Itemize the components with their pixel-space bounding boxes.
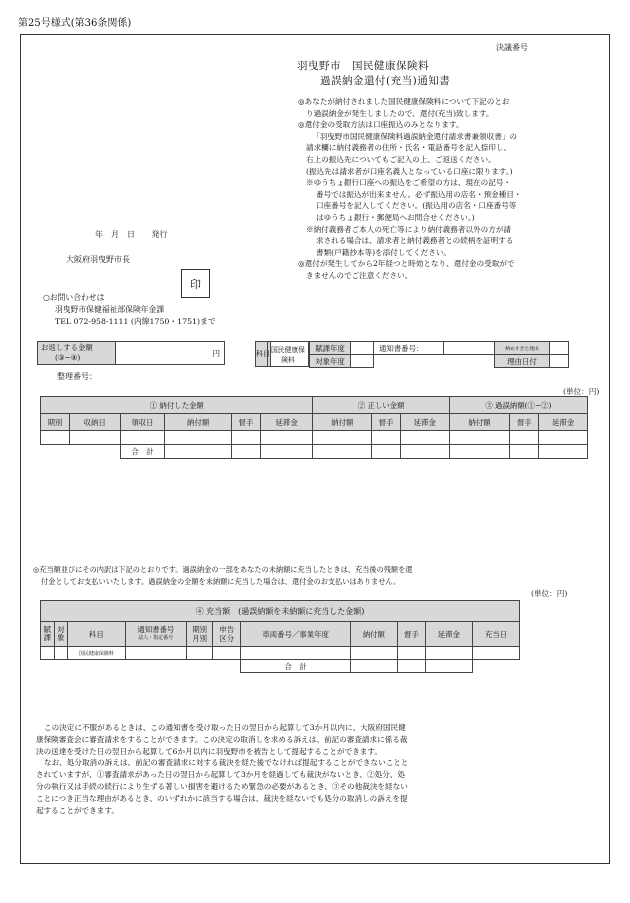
title-line-1: 羽曳野市 国民健康保険料 — [297, 60, 429, 72]
col-header: 督手 — [397, 622, 425, 647]
col-header: 対象 — [54, 622, 68, 647]
col-header: 督手 — [510, 414, 539, 431]
note-line: 付金としてお支払いいたします。過誤納金の全額を未納額に充当した場合は、還付金のお支払いはありません。 — [41, 577, 401, 586]
col-header: 納付額 — [449, 414, 510, 431]
target-year-value — [351, 355, 374, 368]
col-header: 賦課 — [41, 622, 55, 647]
notice-number-label: 通知書番号： — [374, 342, 444, 355]
note-line: 書類(戸籍抄本等)を添付してください。 — [316, 247, 452, 257]
contact-heading: ○お問い合わせは — [43, 293, 105, 302]
payment-detail-table — [40, 396, 588, 459]
note-line: 請求欄に納付義務者の住所・氏名・電話番号を記入捺印し、 — [306, 143, 512, 153]
allocation-table — [40, 600, 520, 673]
note-line: ◎還付金の受取方法は口座振込のみとなります。 — [298, 120, 464, 130]
table-row — [41, 431, 588, 445]
note-line: 「羽曳野市国民健康保険料過誤納金還付請求書兼領収書」の — [312, 131, 518, 141]
total-label: 合 計 — [120, 445, 165, 459]
official-seal: 印 — [181, 269, 210, 298]
col-header: 科目 — [68, 622, 125, 647]
note-line: はゆうちょ銀行・郵便局へお問合せください。) — [316, 212, 475, 222]
fiscal-year-label: 賦課年度 — [310, 342, 351, 355]
note-line: 番号では振込が出来ません。必ず振込用の店名・預金種目・ — [316, 189, 522, 199]
col-header: 督手 — [372, 414, 401, 431]
table-row — [41, 647, 520, 660]
allocation-note — [33, 564, 593, 588]
appeal-line: 分の執行又は手続の続行により生ずる著しい損害を避けるため緊急の必要があるとき、③その他裁決を経ない — [36, 781, 408, 791]
notice-notes — [298, 96, 594, 282]
appeal-line: この決定に不服があるときは、この通知書を受け取った日の翌日から起算して3か月以内に、大阪府国民健 — [44, 723, 406, 732]
subject-value-wrap — [267, 341, 309, 367]
year-table — [309, 341, 569, 368]
refund-amount-value: 円 — [116, 342, 225, 365]
note-line: 求される場合は、請求者と納付義務者との続柄を証明する — [316, 236, 514, 246]
appeal-line: 起することができます。 — [36, 805, 119, 815]
col-header: 延滞金 — [260, 414, 313, 431]
unit-label: (単位：円) — [563, 387, 600, 396]
notice-blank — [374, 355, 495, 368]
note-line: (振込先は請求者が口座名義人となっている口座に限ります。) — [306, 166, 513, 176]
allocation-header: ④ 充当額 (過誤納額を未納額に充当した金額) — [41, 601, 520, 622]
col-header: 期別 — [41, 414, 70, 431]
appeal-line: されていますが、①審査請求があった日の翌日から起算して3か月を経過しても裁決がないとき、②処分、処 — [36, 770, 405, 780]
col-header: 期別 月別 — [187, 622, 213, 647]
col-header: 通知書番号 法人・指定番号 — [125, 622, 187, 647]
col-header: 領収日 — [120, 414, 165, 431]
appeal-line: なお、処分取消の訴えは、前記の審査請求に対する裁決を経た後でなければ提起することができないことと — [44, 758, 409, 768]
table-total-row — [41, 660, 520, 673]
overpay-reason-value — [550, 342, 569, 355]
appeal-line: 決の送達を受けた日の翌日から起算して6か月以内に羽曳野市を被告として提起することができます。 — [36, 746, 382, 756]
note-line: 右上の振込先についてもご記入の上、ご返送ください。 — [306, 154, 496, 164]
title-line-2: 過誤納金還付(充当)通知書 — [320, 75, 451, 87]
note-line: ※ゆうちょ銀行口座への振込をご希望の方は、現在の記号・ — [306, 178, 512, 188]
reason-date-label: 理由日付 — [495, 355, 550, 368]
refund-amount-label: お返しする金額 (③−④) — [38, 342, 116, 365]
row-subject: 国民健康保険料 — [68, 647, 125, 660]
overpay-reason-label: 納めすぎた理由 — [495, 342, 550, 355]
target-year-label: 対象年度 — [310, 355, 351, 368]
note-line: ◎還付が発生してから2年経つと時効となり、還付金の受取がで — [298, 259, 515, 269]
fiscal-year-value — [351, 342, 374, 355]
contact-tel: TEL 072-958-1111 (内線1750・1751)まで — [55, 317, 216, 326]
refund-amount-box — [37, 341, 225, 365]
appeal-notice — [36, 722, 586, 816]
subject-label: 科目 — [256, 342, 271, 367]
appeal-line: ことにつき正当な理由があるとき、のいずれかに該当する場合は、裁決を経ないでも処分の取消しの訴えを提 — [36, 793, 408, 803]
contact-dept: 羽曳野市保健福祉部保険年金課 — [55, 305, 165, 314]
form-number-label: 第25号様式(第36条関係) — [18, 18, 132, 29]
col-header: 車両番号／事業年度 — [241, 622, 351, 647]
col-header: 延滞金 — [539, 414, 588, 431]
reference-number-label: 整理番号： — [57, 372, 97, 381]
col-header: 充当日 — [472, 622, 519, 647]
year-table-wrap — [309, 341, 569, 368]
issuer-mayor: 大阪府羽曳野市長 — [66, 255, 130, 264]
notice-number-value — [444, 342, 495, 355]
col-header: 納付額 — [313, 414, 372, 431]
group-paid-header: ① 納付した金額 — [41, 397, 313, 414]
contact-info — [43, 292, 216, 328]
note-line: ※納付義務者ご本人の死亡等により納付義務者以外の方が請 — [306, 224, 512, 234]
note-line: きませんのでご注意ください。 — [306, 270, 413, 280]
col-header: 延滞金 — [400, 414, 449, 431]
appeal-line: 康保険審査会に審査請求をすることができます。この決定の取消しを求める訴えは、前記の審査請求に係る裁 — [36, 734, 408, 744]
group-overpaid-header: ③ 過誤納額(①−②) — [449, 397, 587, 414]
decision-number-label: 決議番号 — [496, 43, 528, 52]
issue-date: 年 月 日 発行 — [95, 230, 168, 239]
table-total-row — [41, 445, 588, 459]
reason-date-value — [550, 355, 569, 368]
note-line: 口座番号を記入してください。(振込用の店名・口座番号等 — [316, 201, 517, 211]
unit-label-2: (単位：円) — [531, 589, 568, 598]
group-correct-header: ② 正しい金額 — [313, 397, 449, 414]
note-line: り過誤納金が発生しましたので、還付(充当)致します。 — [306, 108, 494, 118]
subject-value: 国民健康保険料 — [268, 342, 309, 367]
col-header: 申告 区分 — [213, 622, 241, 647]
col-header: 収納日 — [69, 414, 120, 431]
col-header: 納付額 — [165, 414, 232, 431]
col-header: 督手 — [231, 414, 260, 431]
note-line: ◎充当額並びにその内訳は下記のとおりです。過誤納金の一部をあなたの未納額に充当したときは、充当後の残額を還 — [33, 565, 413, 574]
col-header: 納付額 — [350, 622, 397, 647]
col-header: 延滞金 — [426, 622, 473, 647]
note-line: ◎あなたが納付されました国民健康保険料について下記のとお — [298, 97, 510, 106]
total-label: 合 計 — [241, 660, 351, 673]
